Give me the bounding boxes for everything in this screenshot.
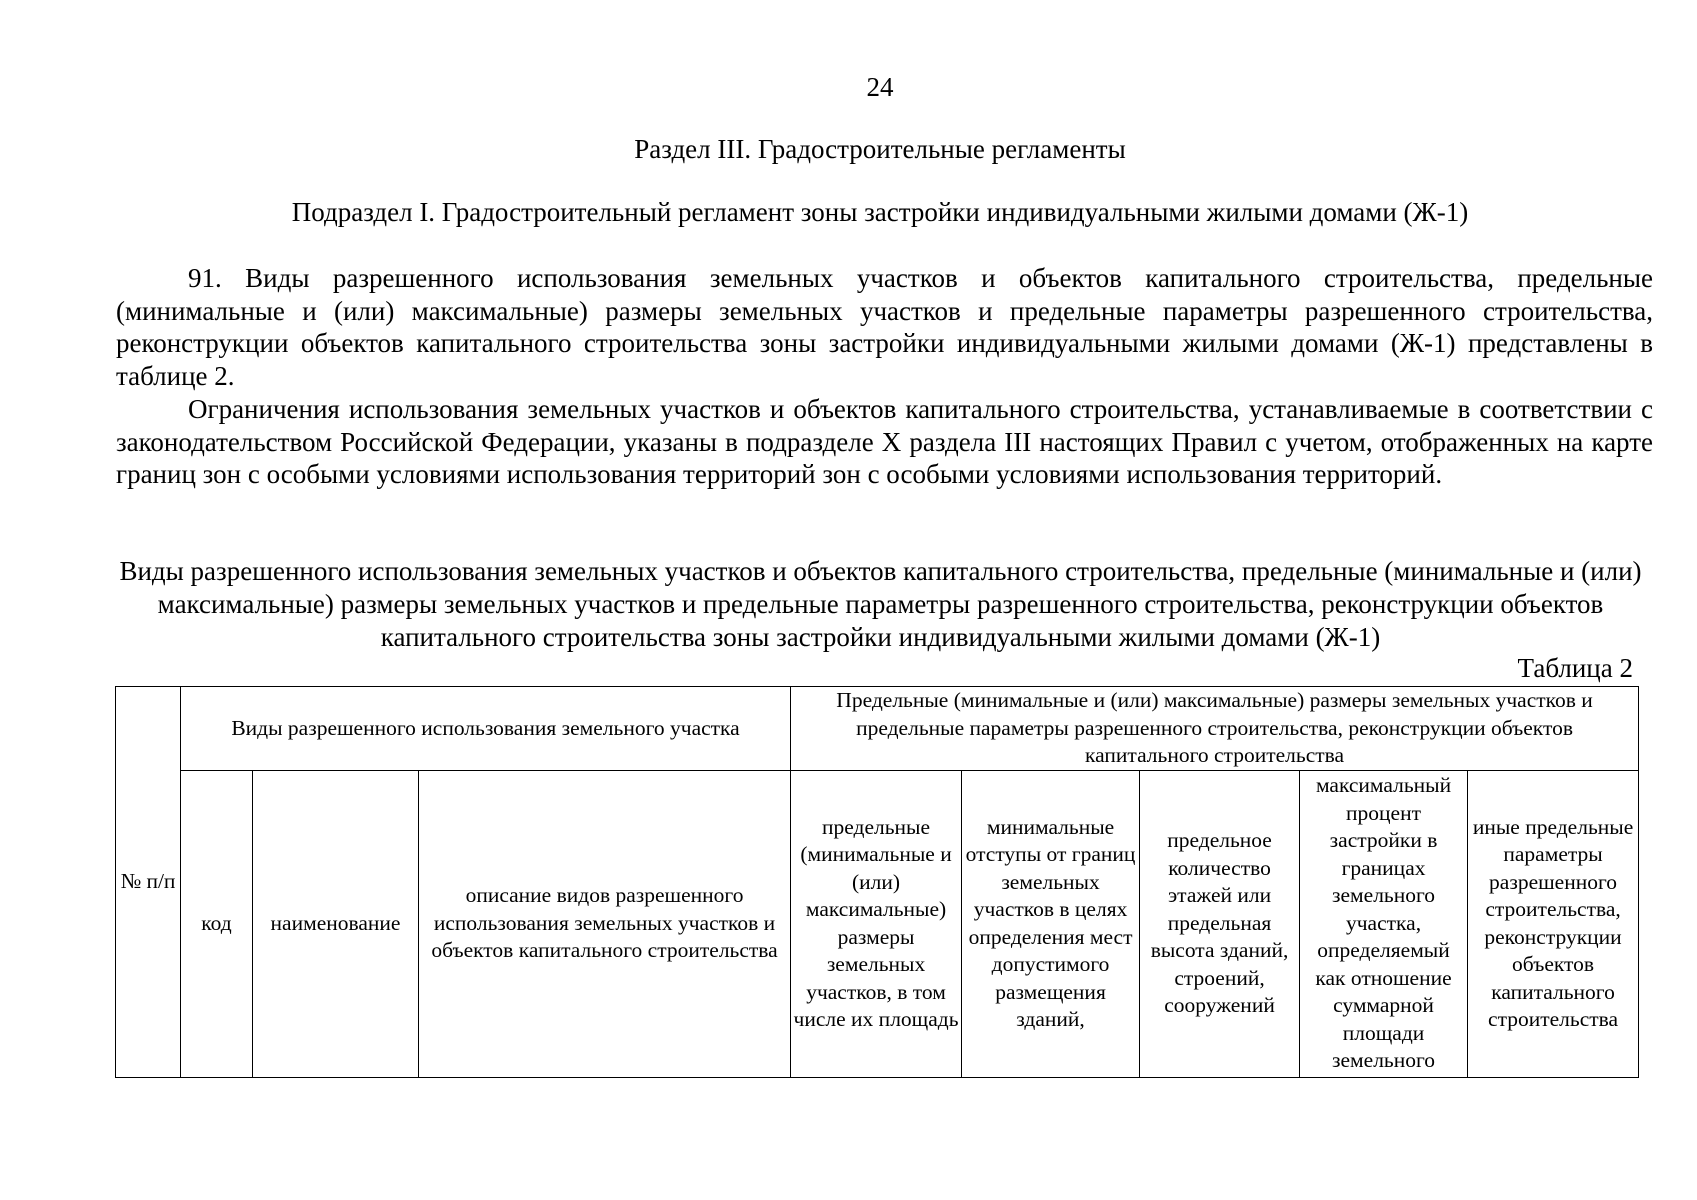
header-code: код xyxy=(181,770,253,1077)
table-caption: Виды разрешенного использования земельных участков и объектов капитального строительства, предельные (минимальные и (или) максимальные) размеры земельных участков и предельные параметры разрешенного строительства, реконструкции объектов капитального строительства зоны застройки индивидуальными жилыми домами (Ж-1) xyxy=(119,556,1642,652)
table-header-row-columns xyxy=(116,770,1639,1077)
paragraph-restrictions: Ограничения использования земельных участков и объектов капитального строительства, устанавливаемые в соответствии с законодательством Российской Федерации, указаны в подразделе X раздела III настоящих Правил с учетом, отображенных на карте границ зон с особыми условиями использования территорий зон с особыми условиями использования территорий. xyxy=(116,394,1653,490)
subsection-title: Подраздел I. Градостроительный регламент зоны застройки индивидуальными жилыми домами (Ж-1) xyxy=(291,197,1469,227)
header-number: № п/п xyxy=(116,687,181,1078)
header-floors: предельное количество этажей или предельная высота зданий, строений, сооружений xyxy=(1140,770,1300,1077)
header-group-uses: Виды разрешенного использования земельного участка xyxy=(181,687,791,771)
header-setbacks xyxy=(962,770,1140,1077)
header-coverage-text: максимальный процент застройки в границах земельного участка, определяемый как отношение суммарной площади земельного xyxy=(1315,773,1452,1073)
header-name: наименование xyxy=(253,770,419,1077)
section-title: Раздел III. Градостроительные регламенты xyxy=(634,134,1126,164)
header-coverage xyxy=(1300,770,1468,1077)
table-header-row-group xyxy=(116,687,1639,771)
page-number: 24 xyxy=(866,72,894,102)
table-label: Таблица 2 xyxy=(1517,653,1633,683)
regulations-table xyxy=(115,686,1639,1078)
header-group-params: Предельные (минимальные и (или) максимальные) размеры земельных участков и предельные параметры разрешенного строительства, реконструкции объектов капитального строительства xyxy=(791,687,1639,771)
paragraph-91: 91. Виды разрешенного использования земельных участков и объектов капитального строительства, предельные (минимальные и (или) максимальные) размеры земельных участков и предельные параметры разрешенного строительства, реконструкции объектов капитального строительства зоны застройки индивидуальными жилыми домами (Ж-1) представлены в таблице 2. xyxy=(116,263,1653,391)
header-other: иные предельные параметры разрешенного строительства, реконструкции объектов капитального строительства xyxy=(1468,770,1639,1077)
header-area: предельные (минимальные и (или) максимальные) размеры земельных участков, в том числе их площадь xyxy=(791,770,962,1077)
header-description: описание видов разрешенного использования земельных участков и объектов капитального строительства xyxy=(419,770,791,1077)
header-setbacks-text: минимальные отступы от границ земельных участков в целях определения мест допустимого размещения зданий, xyxy=(965,814,1136,1031)
